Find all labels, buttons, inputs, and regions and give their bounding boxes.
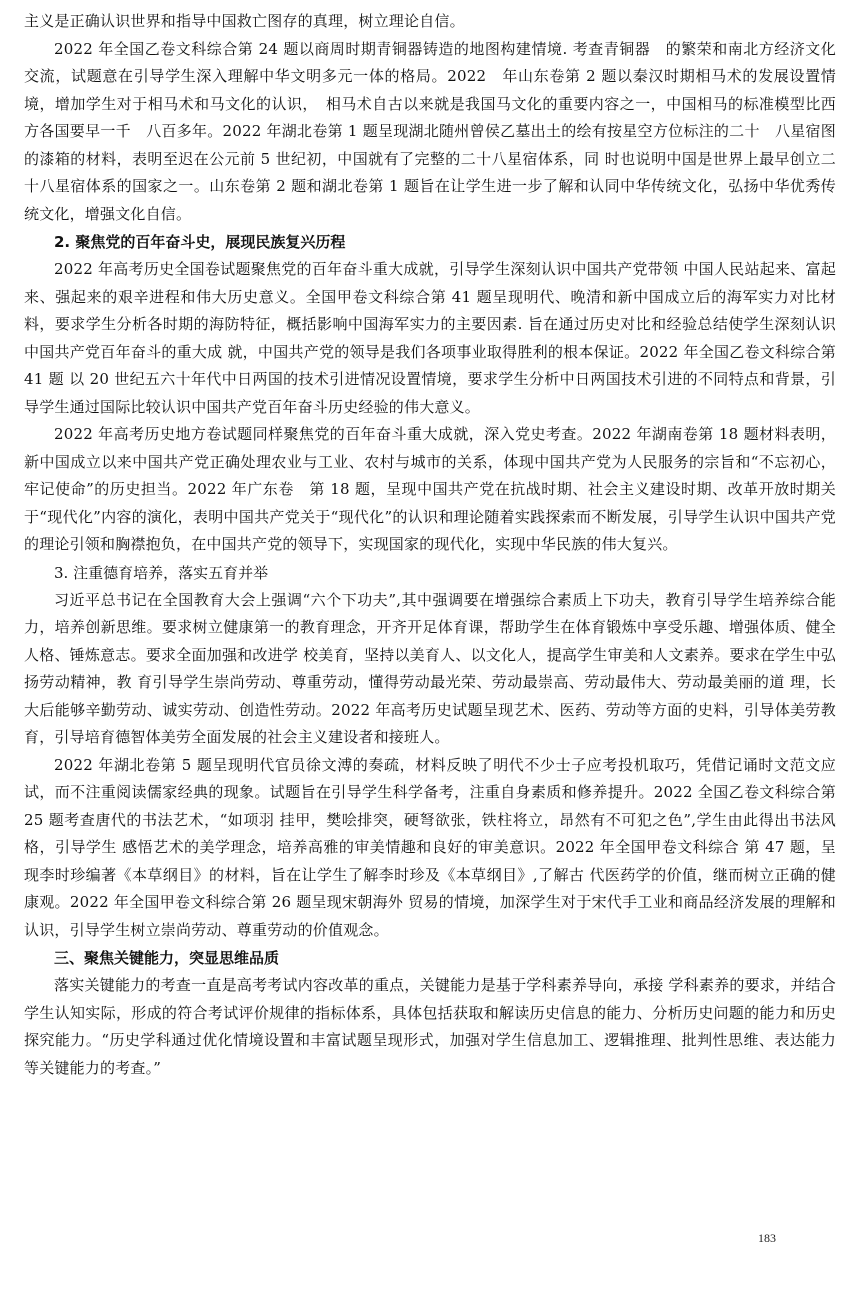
- page-number: 183: [758, 1231, 776, 1245]
- body-paragraph: 2022 年高考历史全国卷试题聚焦党的百年奋斗重大成就，引导学生深刻认识中国共产党带领 中国人民站起来、富起来、强起来的艰辛进程和伟大历史意义。全国甲卷文科综合第 41 题呈现明代、晚清和新中国成立后的海军实力对比材料，要求学生分析各时期的海防特征，概括影响中国海军实力的主要因素. 旨在通过历史对比和经验总结使学生深刻认识中国共产党百年奋斗的重大成 就，中国共产党的领导是我们各项事业取得胜利的根本保证。2022 年全国乙卷文科综合第 41 题 以 20 世纪五六十年代中日两国的技术引进情况设置情境，要求学生分析中日两国技术引进的不同特点和背景，引导学生通过国际比较认识中国共产党百年奋斗历史经验的伟大意义。: [24, 260, 836, 416]
- section-heading: 3. 注重德育培养，落实五育并举: [54, 563, 269, 582]
- body-paragraph: 落实关键能力的考查一直是高考考试内容改革的重点，关键能力是基于学科素养导向，承接 学科素养的要求，并结合学生认知实际，形成的符合考试评价规律的指标体系，具体包括获取和解读历史信息的能力、分析历史问题的能力和历史探究能力。“历史学科通过优化情境设置和丰富试题呈现形式，加强对学生信息加工、逻辑推理、批判性思维、表达能力等关键能力的考查。”: [24, 976, 836, 1077]
- document-page: [24, 8, 836, 1082]
- body-paragraph: 2022 年高考历史地方卷试题同样聚焦党的百年奋斗重大成就，深入党史考查。2022 年湖南卷第 18 题材料表明，新中国成立以来中国共产党正确处理农业与工业、农村与城市的关系，体现中国共产党为人民服务的宗旨和“不忘初心，牢记使命”的历史担当。2022 年广东卷 第 18 题，呈现中国共产党在抗战时期、社会主义建设时期、改革开放时期关于“现代化”内容的演化，表明中国共产党关于“现代化”的认识和理论随着实践探索而不断发展，引导学生认识中国共产党的理论引领和胸襟抱负，在中国共产党的领导下，实现国家的现代化，实现中华民族的伟大复兴。: [24, 425, 836, 553]
- body-paragraph: 2022 年全国乙卷文科综合第 24 题以商周时期青铜器铸造的地图构建情境. 考查青铜器 的繁荣和南北方经济文化交流，试题意在引导学生深入理解中华文明多元一体的格局。2022 年山东卷第 2 题以秦汉时期相马术的发展设置情境，增加学生对于相马术和马文化的认识， 相马术自古以来就是我国马文化的重要内容之一，中国相马的标准模型比西方各国要早一千 八百多年。2022 年湖北卷第 1 题呈现湖北随州曾侯乙墓出土的绘有按星空方位标注的二十 八星宿图的漆箱的材料，表明至迟在公元前 5 世纪初，中国就有了完整的二十八星宿体系，同 时也说明中国是世界上最早创立二十八星宿体系的国家之一。山东卷第 2 题和湖北卷第 1 题旨在让学生进一步了解和认同中华传统文化，弘扬中华优秀传统文化，增强文化自信。: [24, 39, 836, 223]
- section-heading: 三、聚焦关键能力，突显思维品质: [54, 949, 280, 967]
- body-paragraph: 2022 年湖北卷第 5 题呈现明代官员徐文溥的奏疏，材料反映了明代不少士子应考投机取巧，凭借记诵时文范文应试，而不注重阅读儒家经典的现象。试题旨在引导学生科学备考，注重自身素质和修养提升。2022 全国乙卷文科综合第 25 题考查唐代的书法艺术，“如项羽 挂甲，樊哙排突，硬弩欲张，铁柱将立，昂然有不可犯之色”,学生由此得出书法风格，引导学生 感悟艺术的美学理念，培养高雅的审美情趣和良好的审美意识。2022 年全国甲卷文科综合 第 47 题，呈现李时珍编著《本草纲目》的材料，旨在让学生了解李时珍及《本草纲目》,了解古 代医药学的价值，继而树立正确的健康观。2022 年全国甲卷文科综合第 26 题呈现宋朝海外 贸易的情境，加深学生对于宋代手工业和商品经济发展的理解和认识，引导学生树立崇尚劳动、尊重劳动的价值观念。: [24, 755, 836, 939]
- section-heading: 2. 聚焦党的百年奋斗史，展现民族复兴历程: [54, 233, 346, 251]
- body-paragraph: 习近平总书记在全国教育大会上强调“六个下功夫”,其中强调要在增强综合素质上下功夫，教育引导学生培养综合能力，培养创新思维。要求树立健康第一的教育理念，开齐开足体育课，帮助学生在体育锻炼中享受乐趣、增强体质、健全人格、锤炼意志。要求全面加强和改进学 校美育，坚持以美育人、以文化人，提高学生审美和人文素养。要求在学生中弘扬劳动精神，教 育引导学生崇尚劳动、尊重劳动，懂得劳动最光荣、劳动最崇高、劳动最伟大、劳动最美丽的道 理，长大后能够辛勤劳动、诚实劳动、创造性劳动。2022 年高考历史试题呈现艺术、医药、劳动等方面的史料，引导体美劳教育，引导培育德智体美劳全面发展的社会主义建设者和接班人。: [24, 590, 836, 746]
- body-paragraph: 主义是正确认识世界和指导中国救亡图存的真理，树立理论自信。: [24, 12, 465, 30]
